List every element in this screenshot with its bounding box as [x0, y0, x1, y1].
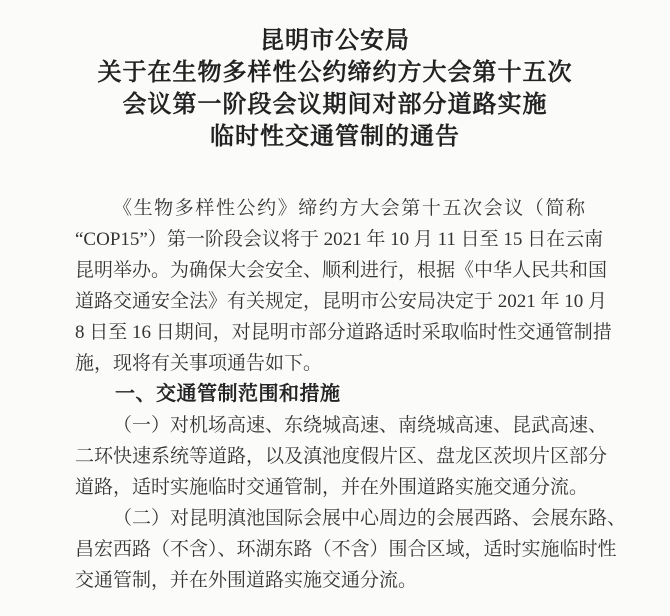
body-line: 昆明举办。为确保大会安全、顺利进行，根据《中华人民共和国: [75, 260, 608, 281]
title-line-2: 关于在生物多样性公约缔约方大会第十五次: [97, 59, 573, 86]
title-issuer-line: 昆明市公安局: [260, 27, 410, 54]
paragraph-1: [75, 193, 612, 379]
paragraph-3: [75, 503, 627, 596]
body-line: 8 日至 16 日期间，对昆明市部分道路适时采取临时性交通管制措: [75, 322, 612, 343]
body-line: 昌宏西路（不含）、环湖东路（不含）围合区域，适时实施临时性: [75, 539, 617, 560]
body-line: 《生物多样性公约》缔约方大会第十五次会议（简称: [113, 198, 585, 219]
body-line: “COP15”）第一阶段会议将于 2021 年 10 月 11 日至 15 日在云南: [75, 229, 604, 250]
document-body: [75, 193, 627, 596]
body-line: 交通管制，并在外围道路实施交通分流。: [75, 570, 418, 591]
body-line: 二环快速系统等道路，以及滇池度假片区、盘龙区茨坝片区部分: [75, 446, 608, 467]
title-line-3: 会议第一阶段会议期间对部分道路实施: [122, 91, 548, 118]
body-line: （一）对机场高速、东绕城高速、南绕城高速、昆武高速、: [113, 415, 608, 436]
document-title: [0, 25, 670, 153]
paragraph-2: [75, 410, 608, 503]
body-line: （二）对昆明滇池国际会展中心周边的会展西路、会展东路、: [113, 508, 627, 529]
body-line: 施，现将有关事项通告如下。: [75, 353, 323, 374]
body-line: 道路，适时实施临时交通管制，并在外围道路实施交通分流。: [75, 477, 589, 498]
section-1-heading: 一、交通管制范围和措施: [115, 383, 341, 405]
title-line-4: 临时性交通管制的通告: [210, 123, 460, 150]
body-line: 道路交通安全法》有关规定，昆明市公安局决定于 2021 年 10 月: [75, 291, 608, 312]
